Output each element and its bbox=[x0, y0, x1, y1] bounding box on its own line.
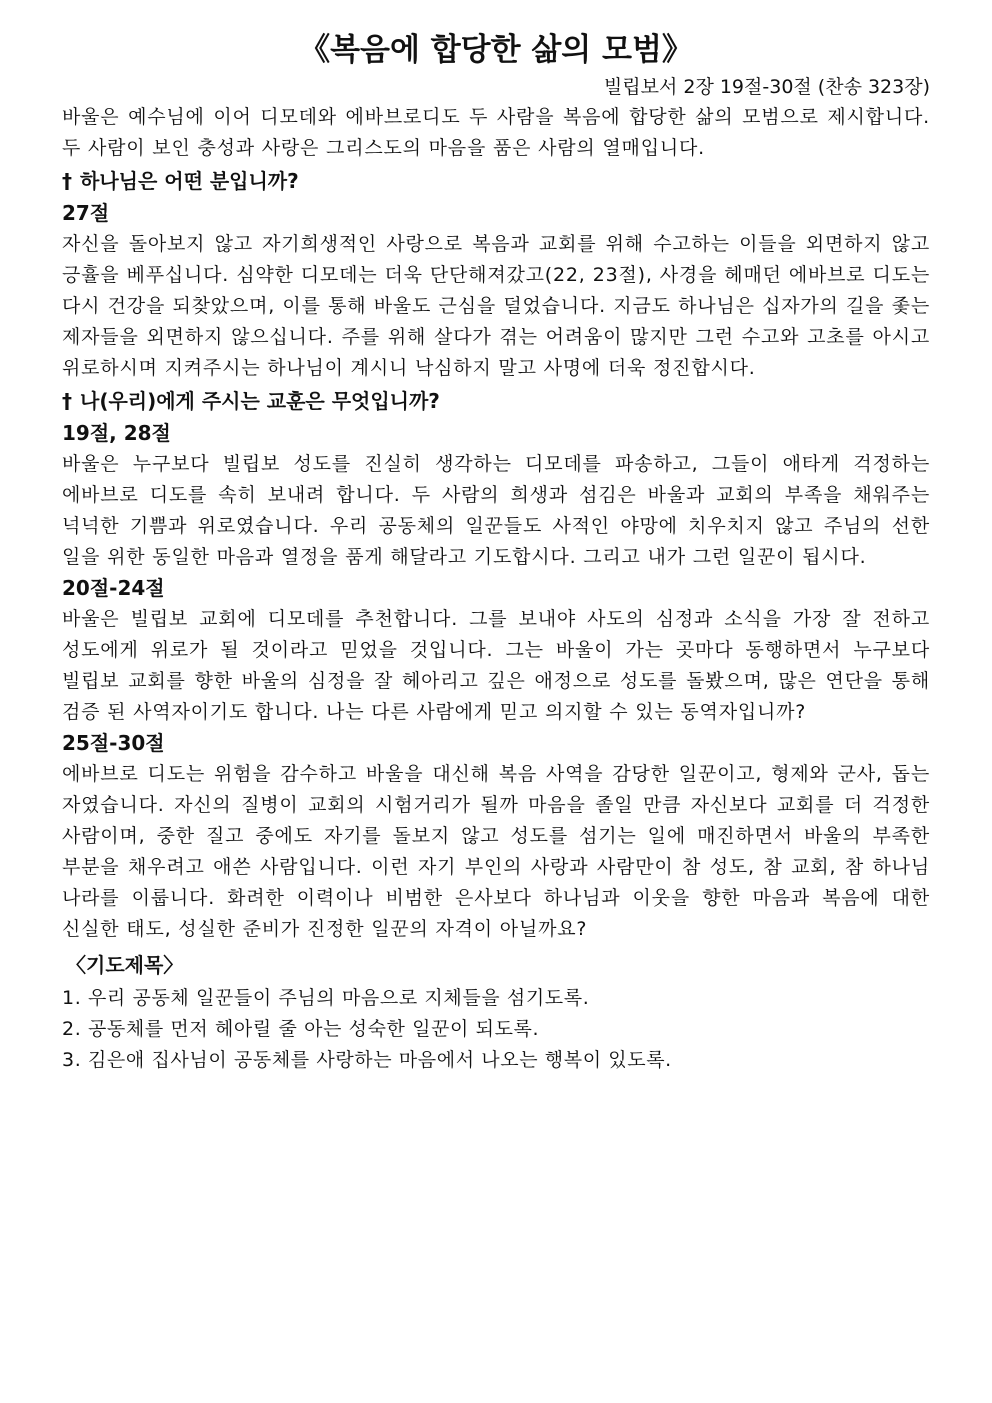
cross-icon: † bbox=[62, 169, 72, 193]
section-paragraph: 바울은 누구보다 빌립보 성도를 진실히 생각하는 디모데를 파송하고, 그들이 애타게 걱정하는 에바브로 디도를 속히 보내려 합니다. 두 사람의 희생과 섬김은 바울과 교회의 부족을 채워주는 넉넉한 기쁨과 위로였습니다. 우리 공동체의 일꾼들도 사적인 야망에 치우치지 않고 주님의 선한 일을 위한 동일한 마음과 열정을 품게 해달라고 기도합시다. 그리고 내가 그런 일꾼이 됩시다. bbox=[62, 453, 930, 568]
page-title: 《복음에 합당한 삶의 모범》 bbox=[299, 32, 693, 68]
section-paragraph: 바울은 빌립보 교회에 디모데를 추천합니다. 그를 보내야 사도의 심정과 소식을 가장 잘 전하고 성도에게 위로가 될 것이라고 믿었을 것입니다. 그는 바울이 가는 곳마다 동행하면서 누구보다 빌립보 교회를 향한 바울의 심정을 잘 헤아리고 깊은 애정으로 성도를 돌봤으며, 많은 연단을 통해 검증 된 사역자이기도 합니다. 나는 다른 사람에게 믿고 의지할 수 있는 동역자입니까? bbox=[62, 608, 930, 723]
prayer-item: 2. 공동체를 먼저 헤아릴 줄 아는 성숙한 일꾼이 되도록. bbox=[62, 1018, 540, 1040]
question-text: 나(우리)에게 주시는 교훈은 무엇입니까? bbox=[80, 389, 440, 413]
scripture-reference: 빌립보서 2장 19절-30절 (찬송 323장) bbox=[603, 76, 930, 98]
section-paragraph: 에바브로 디도는 위험을 감수하고 바울을 대신해 복음 사역을 감당한 일꾼이고, 형제와 군사, 돕는 자였습니다. 자신의 질병이 교회의 시험거리가 될까 마음을 졸일 만큼 자신보다 교회를 더 걱정한 사람이며, 중한 질고 중에도 자기를 돌보지 않고 성도를 섬기는 일에 매진하면서 바울의 부족한 부분을 채우려고 애쓴 사람입니다. 이런 자기 부인의 사랑과 사람만이 참 성도, 참 교회, 참 하나님 나라를 이룹니다. 화려한 이력이나 비범한 은사보다 하나님과 이웃을 향한 마음과 복음에 대한 신실한 태도, 성실한 준비가 진정한 일꾼의 자격이 아닐까요? bbox=[62, 763, 930, 940]
prayer-item: 1. 우리 공동체 일꾼들이 주님의 마음으로 지체들을 섬기도록. bbox=[62, 987, 590, 1009]
cross-icon: † bbox=[62, 389, 72, 413]
section-who-is-god bbox=[62, 164, 930, 384]
prayer-title: 〈기도제목〉 bbox=[66, 953, 184, 977]
question-text: 하나님은 어떤 분입니까? bbox=[80, 169, 299, 193]
section-question bbox=[62, 164, 930, 198]
section-question bbox=[62, 384, 930, 418]
intro-paragraph: 바울은 예수님에 이어 디모데와 에바브로디도 두 사람을 복음에 합당한 삶의 모범으로 제시합니다. 두 사람이 보인 충성과 사랑은 그리스도의 마음을 품은 사람의 열매입니다. bbox=[62, 106, 930, 159]
section-paragraph: 자신을 돌아보지 않고 자기희생적인 사랑으로 복음과 교회를 위해 수고하는 이들을 외면하지 않고 긍휼을 베푸십니다. 심약한 디모데는 더욱 단단해져갔고(22, 23절), 사경을 헤매던 에바브로 디도는 다시 건강을 되찾았으며, 이를 통해 바울도 근심을 덜었습니다. 지금도 하나님은 십자가의 길을 좇는 제자들을 외면하지 않으십니다. 주를 위해 살다가 겪는 어려움이 많지만 그런 수고와 고초를 아시고 위로하시며 지켜주시는 하나님이 계시니 낙심하지 말고 사명에 더욱 정진합시다. bbox=[62, 233, 930, 379]
prayer-list bbox=[62, 983, 930, 1076]
verse-label: 25절-30절 bbox=[62, 731, 165, 755]
verse-label: 19절, 28절 bbox=[62, 421, 171, 445]
bulletin-page bbox=[62, 30, 930, 1076]
section-lesson bbox=[62, 384, 930, 945]
verse-label: 27절 bbox=[62, 201, 110, 225]
verse-label: 20절-24절 bbox=[62, 576, 165, 600]
prayer-item: 3. 김은애 집사님이 공동체를 사랑하는 마음에서 나오는 행복이 있도록. bbox=[62, 1049, 672, 1071]
prayer-section bbox=[62, 947, 930, 1076]
